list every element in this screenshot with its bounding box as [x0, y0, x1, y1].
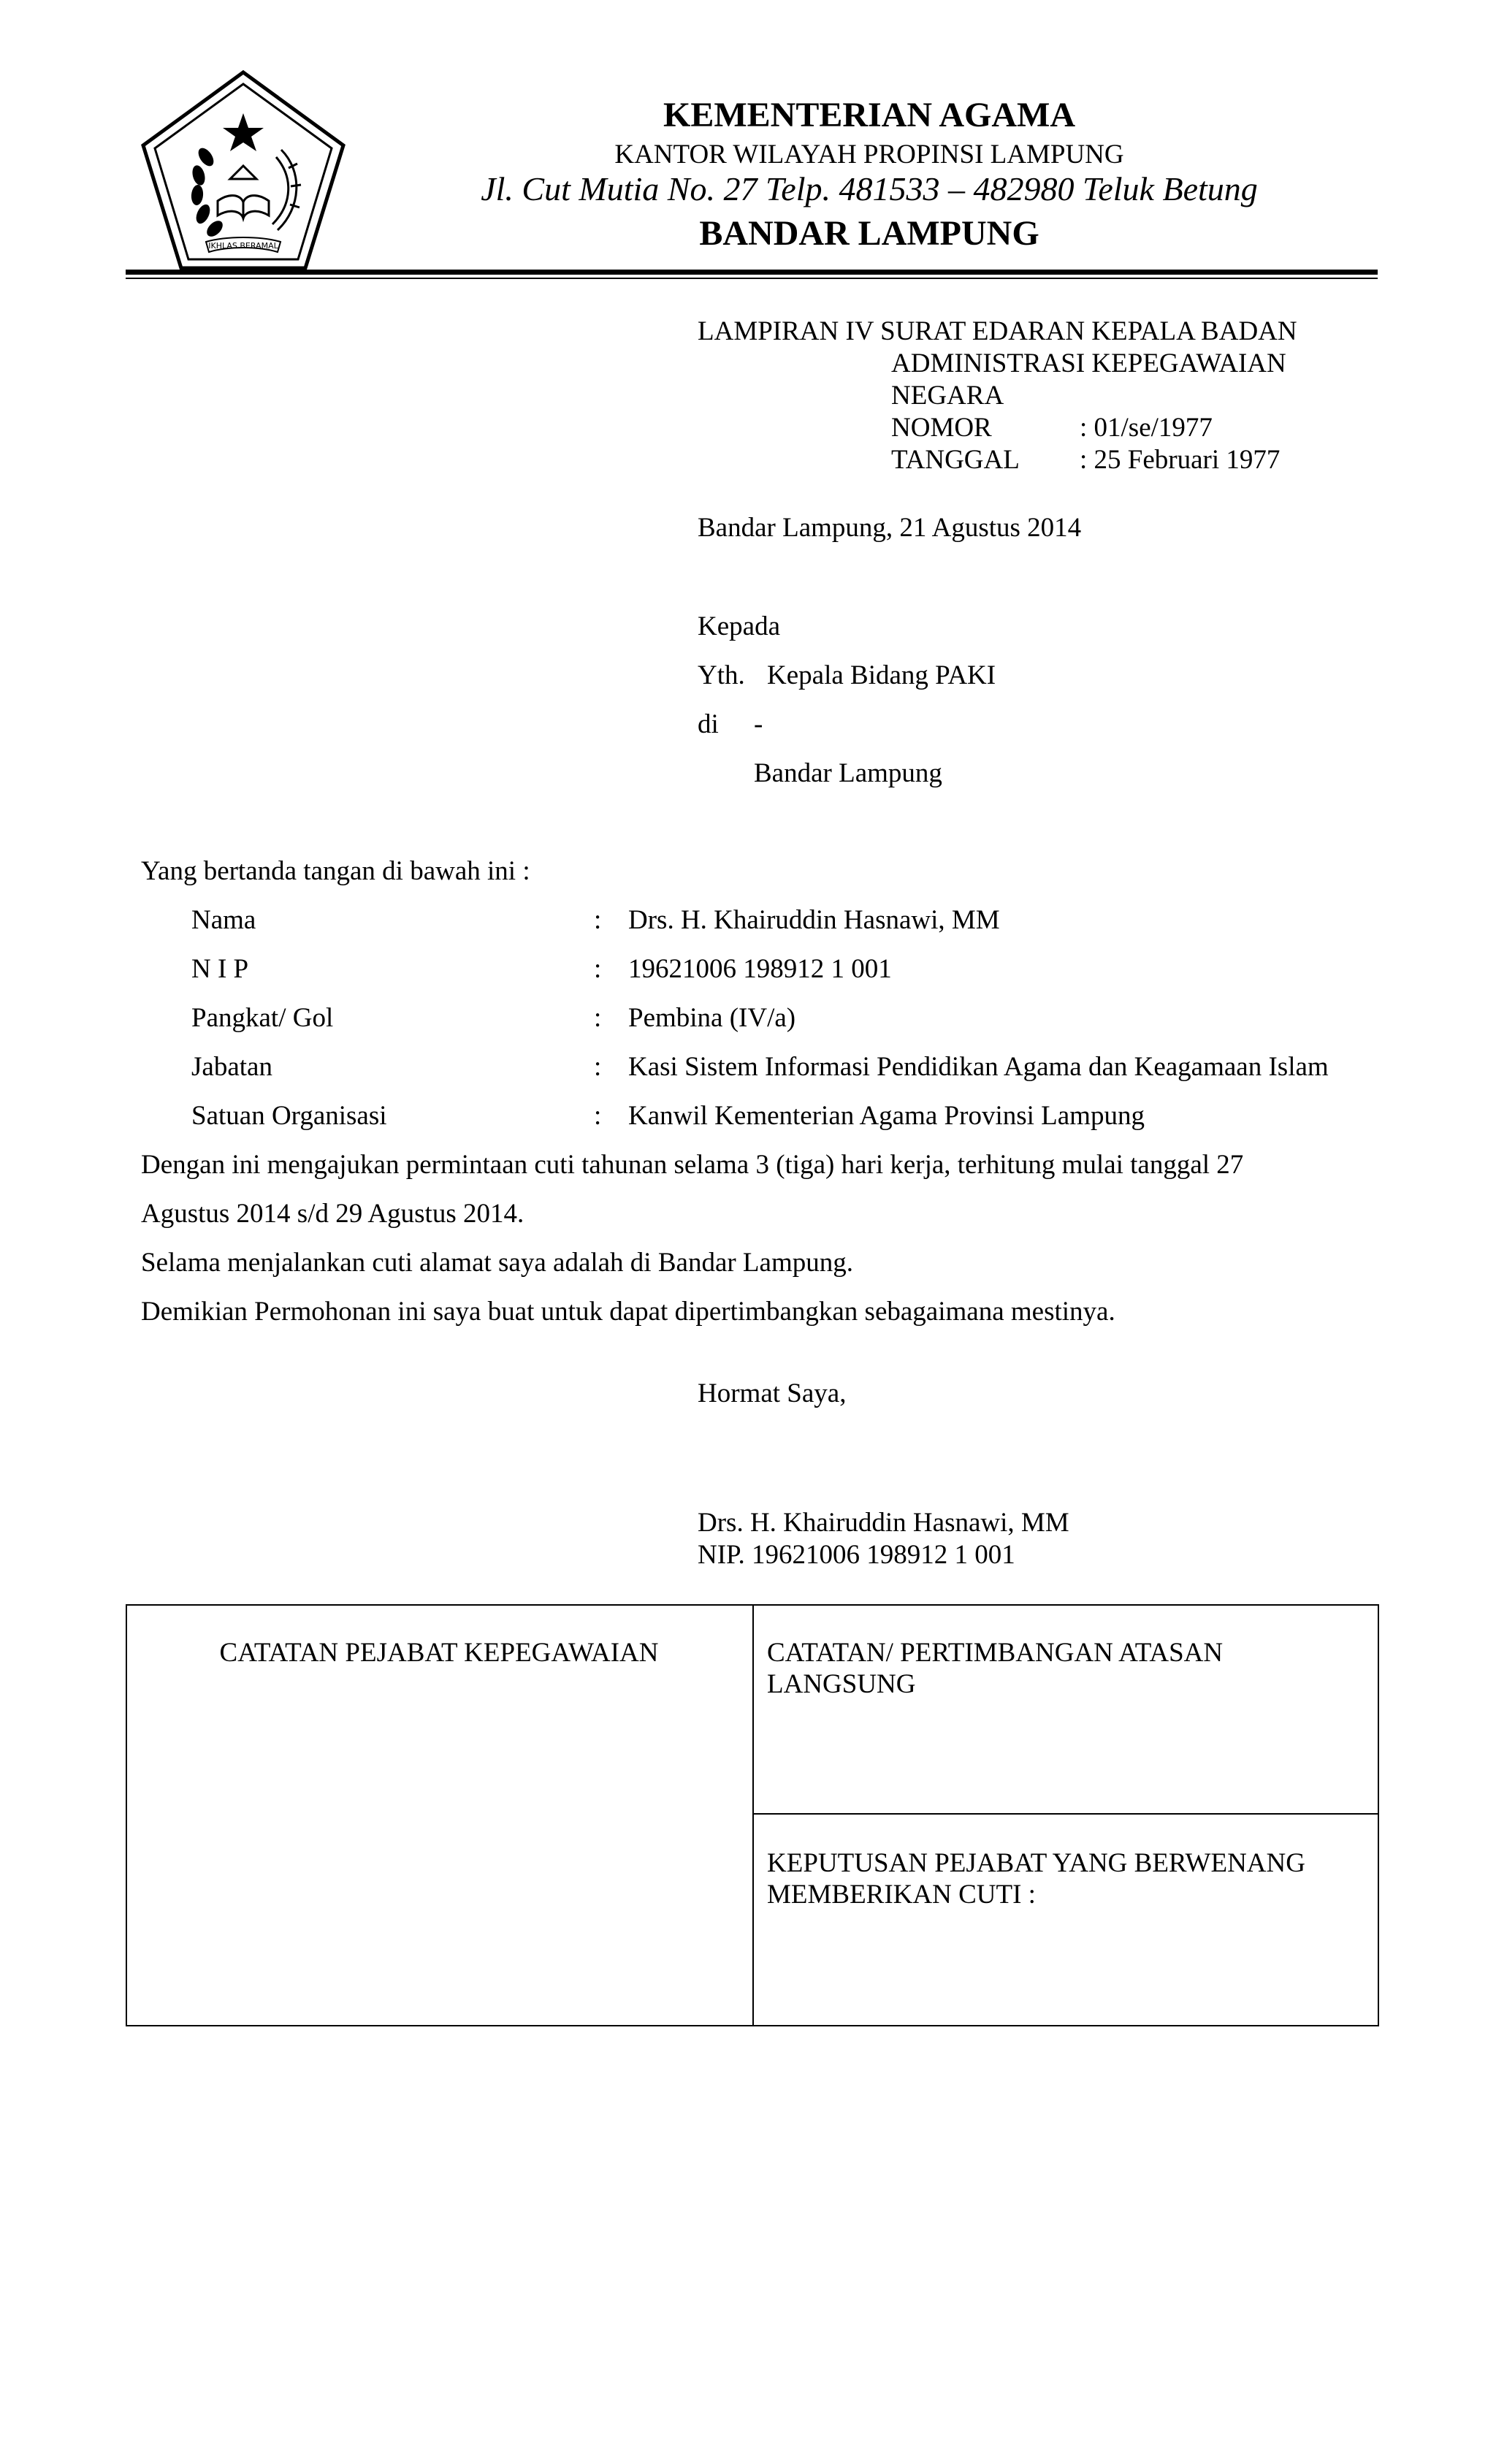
field-separator: : [594, 1052, 602, 1082]
recipient-di: di [698, 709, 719, 739]
field-separator: : [594, 905, 602, 935]
body-paragraph-3: Demikian Permohonan ini saya buat untuk dapat dipertimbangkan sebagaimana mestinya. [141, 1297, 1115, 1327]
notes-table-divider-horizontal [752, 1813, 1379, 1815]
recipient-dash: - [754, 709, 763, 739]
intro-text: Yang bertanda tangan di bawah ini : [141, 856, 530, 886]
field-label-nip: N I P [191, 954, 249, 984]
letterhead-rule-thick [126, 270, 1378, 275]
attachment-nomor-label: NOMOR [891, 413, 992, 443]
notes-cell-keputusan-pejabat: KEPUTUSAN PEJABAT YANG BERWENANG MEMBERIKAN CUTI : [767, 1848, 1305, 1910]
letterhead-ministry: KEMENTERIAN AGAMA [663, 96, 1076, 134]
notes-table-divider-vertical [752, 1604, 754, 2026]
attachment-tanggal-label: TANGGAL [891, 445, 1020, 475]
field-separator: : [594, 1003, 602, 1033]
recipient-name: Kepala Bidang PAKI [767, 660, 996, 690]
letterhead-address: Jl. Cut Mutia No. 27 Telp. 481533 – 482980 Teluk Betung [481, 170, 1258, 207]
recipient-yth: Yth. [698, 660, 745, 690]
recipient-kepada: Kepada [698, 611, 780, 641]
signature-closing: Hormat Saya, [698, 1378, 847, 1408]
letterhead-rule-thin [126, 278, 1378, 279]
signature-nip: NIP. 19621006 198912 1 001 [698, 1540, 1015, 1570]
field-separator: : [594, 954, 602, 984]
field-label-nama: Nama [191, 905, 256, 935]
field-value-nip: 19621006 198912 1 001 [628, 954, 892, 984]
place-date: Bandar Lampung, 21 Agustus 2014 [698, 513, 1082, 543]
field-label-pangkat: Pangkat/ Gol [191, 1003, 334, 1033]
attachment-line-3: NEGARA [891, 381, 1004, 411]
ministry-emblem-logo [139, 69, 348, 275]
letterhead-office: KANTOR WILAYAH PROPINSI LAMPUNG [614, 140, 1124, 169]
field-value-satuan-organisasi: Kanwil Kementerian Agama Provinsi Lampung [628, 1101, 1145, 1131]
body-paragraph-1-line-2: Agustus 2014 s/d 29 Agustus 2014. [141, 1199, 524, 1229]
field-value-jabatan: Kasi Sistem Informasi Pendidikan Agama dan Keagamaan Islam [628, 1052, 1329, 1082]
field-label-jabatan: Jabatan [191, 1052, 272, 1082]
attachment-tanggal-value: : 25 Februari 1977 [1080, 445, 1281, 475]
attachment-nomor-value: : 01/se/1977 [1080, 413, 1213, 443]
notes-cell-pertimbangan-atasan: CATATAN/ PERTIMBANGAN ATASAN LANGSUNG [767, 1638, 1224, 1699]
recipient-city: Bandar Lampung [754, 758, 942, 788]
notes-cell-pejabat-kepegawaian: CATATAN PEJABAT KEPEGAWAIAN [219, 1638, 659, 1668]
attachment-line-2: ADMINISTRASI KEPEGAWAIAN [891, 348, 1286, 378]
body-paragraph-1-line-1: Dengan ini mengajukan permintaan cuti tahunan selama 3 (tiga) hari kerja, terhitung mulai tanggal 27 [141, 1150, 1244, 1180]
field-value-pangkat: Pembina (IV/a) [628, 1003, 796, 1033]
body-paragraph-2: Selama menjalankan cuti alamat saya adalah di Bandar Lampung. [141, 1248, 853, 1278]
field-value-nama: Drs. H. Khairuddin Hasnawi, MM [628, 905, 1000, 935]
field-separator: : [594, 1101, 602, 1131]
letterhead-city: BANDAR LAMPUNG [699, 214, 1039, 253]
logo-motto-text: IKHLAS BERAMAL [208, 241, 278, 251]
signature-name: Drs. H. Khairuddin Hasnawi, MM [698, 1508, 1069, 1538]
attachment-line-1: LAMPIRAN IV SURAT EDARAN KEPALA BADAN [698, 316, 1297, 346]
field-label-satuan-organisasi: Satuan Organisasi [191, 1101, 387, 1131]
